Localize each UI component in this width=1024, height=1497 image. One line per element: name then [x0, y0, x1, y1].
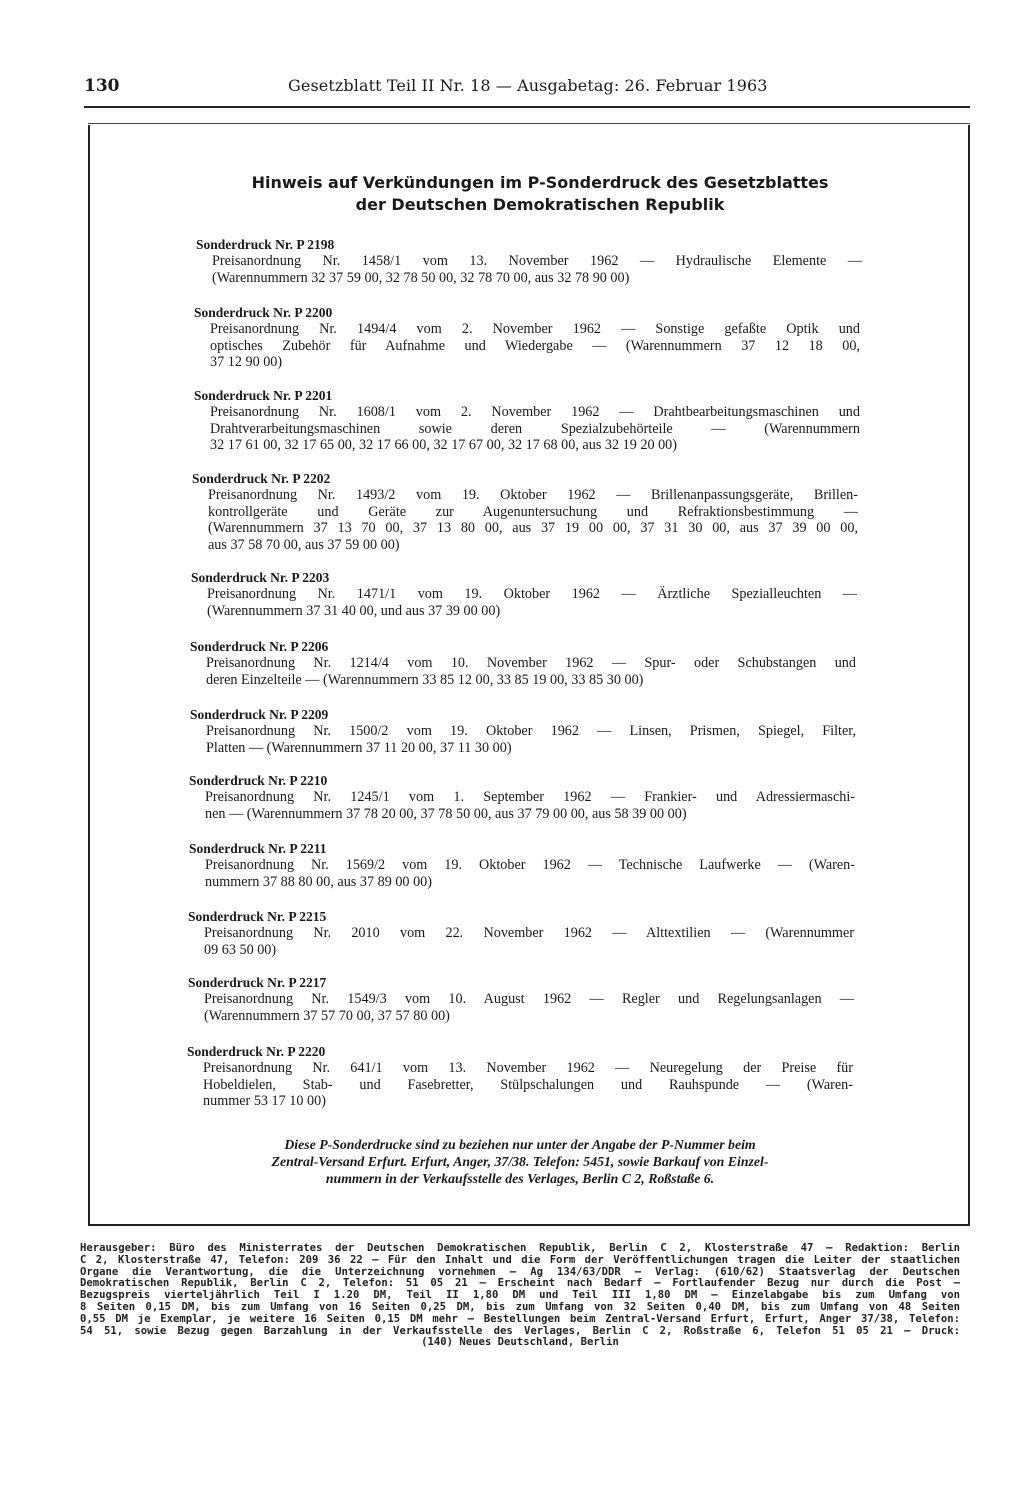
sonderdruck-entry	[187, 1043, 887, 1110]
entry-text-line: (Warennummern 37 31 40 00, und aus 37 39 00 00)	[207, 602, 501, 619]
entry-heading: Sonderdruck Nr. P 2203	[191, 570, 330, 585]
entry-text	[212, 253, 862, 286]
entry-heading: Sonderdruck Nr. P 2215	[188, 909, 327, 924]
page-number: 130	[84, 76, 120, 96]
entry-text-line: deren Einzelteile — (Warennummern 33 85 12 00, 33 85 19 00, 33 85 30 00)	[206, 671, 644, 688]
entry-heading: Sonderdruck Nr. P 2211	[189, 841, 327, 856]
entry-text	[206, 655, 856, 688]
entry-text	[206, 723, 856, 756]
entry-text-line: (Warennummern 32 37 59 00, 32 78 50 00, 32 78 70 00, aus 32 78 90 00)	[212, 269, 630, 286]
footer-line: (140) Neues Deutschland, Berlin	[421, 1337, 619, 1349]
entry-text	[207, 586, 857, 619]
entry-text	[204, 991, 854, 1024]
entry-text-line: Preisanordnung Nr. 1493/2 vom 19. Oktober 1962 — Brillenanpassungsgeräte, Brillen-	[208, 487, 858, 503]
entry-text	[210, 321, 860, 371]
entry-heading: Sonderdruck Nr. P 2202	[192, 471, 331, 486]
notice-line-1: Diese P-Sonderdrucke sind zu beziehen nur unter der Angabe der P-Nummer beim	[284, 1137, 756, 1152]
title-line-2: der Deutschen Demokratischen Republik	[355, 195, 725, 214]
sonderdruck-entry	[190, 706, 890, 756]
sonderdruck-entry	[196, 236, 896, 286]
footer-line: Bezugspreis vierteljährlich Teil I 1.20 DM, Teil II 1,80 DM und Teil III 1,80 DM — Einzelabgabe bis zum Umfang von	[80, 1290, 960, 1302]
entry-text-line: Platten — (Warennummern 37 11 20 00, 37 11 30 00)	[206, 739, 512, 756]
entry-text-line: Drahtverarbeitungsmaschinen sowie deren Spezialzubehörteile — (Warennummern	[210, 420, 860, 437]
sonderdruck-entry	[194, 387, 894, 454]
entry-text-line: Preisanordnung Nr. 1214/4 vom 10. November 1962 — Spur- oder Schubstangen und	[206, 655, 856, 671]
entry-text	[205, 857, 855, 890]
sonderdruck-entry	[191, 569, 891, 619]
notice-line-3: nummern in der Verkaufsstelle des Verlages, Berlin C 2, Roßstaße 6.	[325, 1171, 715, 1186]
entry-heading: Sonderdruck Nr. P 2217	[188, 975, 327, 990]
entry-text-line: (Warennummern 37 57 70 00, 37 57 80 00)	[204, 1007, 450, 1024]
footer-line: C 2, Klosterstraße 47, Telefon: 209 36 22 — Für den Inhalt und die Form der Veröffentlichungen tragen die Leiter der staatlichen	[80, 1254, 960, 1266]
page-header	[84, 76, 970, 108]
entry-text-line: Preisanordnung Nr. 1471/1 vom 19. Oktober 1962 — Ärztliche Spezialleuchten —	[207, 586, 857, 602]
sonderdruck-entry	[190, 638, 890, 688]
header-title: Gesetzblatt Teil II Nr. 18 — Ausgabetag: 26. Februar 1963	[288, 76, 768, 95]
title-line-1: Hinweis auf Verkündungen im P-Sonderdruck des Gesetzblattes	[251, 173, 829, 192]
entry-text	[203, 1060, 853, 1110]
notice-title	[200, 172, 880, 216]
frame-top-rule	[88, 123, 970, 124]
entry-heading: Sonderdruck Nr. P 2220	[187, 1044, 326, 1059]
sonderdruck-entry	[188, 908, 888, 958]
entry-text-line: Preisanordnung Nr. 1569/2 vom 19. Oktober 1962 — Technische Laufwerke — (Waren-	[205, 857, 855, 873]
entry-text	[210, 404, 860, 454]
footer-line: Herausgeber: Büro des Ministerrates der Deutschen Demokratischen Republik, Berlin C 2, Klosterstraße 47 — Redaktion: Berlin	[80, 1243, 960, 1254]
entry-text-line: 32 17 61 00, 32 17 65 00, 32 17 66 00, 32 17 67 00, 32 17 68 00, aus 32 19 20 00)	[210, 437, 677, 453]
notice-line-2: Zentral-Versand Erfurt. Erfurt, Anger, 37/38. Telefon: 5451, sowie Barkauf von Einzel-	[271, 1154, 769, 1169]
entry-text-line: Preisanordnung Nr. 2010 vom 22. November 1962 — Alttextilien — (Warennummer	[204, 925, 854, 941]
entry-text-line: Preisanordnung Nr. 1500/2 vom 19. Oktober 1962 — Linsen, Prismen, Spiegel, Filter,	[206, 723, 856, 739]
sonderdruck-entry	[194, 304, 894, 371]
entry-text-line: Hobeldielen, Stab- und Fasebretter, Stülpschalungen und Rauhspunde — (Waren-	[203, 1076, 853, 1093]
entry-text-line: kontrollgeräte und Geräte zur Augenuntersuchung und Refraktionsbestimmung —	[208, 503, 858, 520]
entry-heading: Sonderdruck Nr. P 2206	[190, 639, 329, 654]
entry-text-line: Preisanordnung Nr. 1458/1 vom 13. November 1962 — Hydraulische Elemente —	[212, 253, 862, 269]
sonderdruck-entry	[188, 974, 888, 1024]
entry-heading: Sonderdruck Nr. P 2200	[194, 305, 333, 320]
entry-text-line: Preisanordnung Nr. 1608/1 vom 2. November 1962 — Drahtbearbeitungsmaschinen und	[210, 404, 860, 420]
entry-text-line: Preisanordnung Nr. 641/1 vom 13. November 1962 — Neuregelung der Preise für	[203, 1060, 853, 1076]
entry-text	[204, 925, 854, 958]
entry-text-line: (Warennummern 37 13 70 00, 37 13 80 00, aus 37 19 00 00, 37 31 30 00, aus 37 39 00 00,	[208, 520, 858, 536]
sonderdruck-entry	[189, 772, 889, 822]
entry-text	[208, 487, 858, 553]
footer-line: 0,55 DM je Exemplar, je weitere 16 Seiten 0,15 DM mehr — Bestellungen beim Zentral-Versand Erfurt, Erfurt, Anger 37/38, Telefon:	[80, 1313, 960, 1325]
entry-text-line: Preisanordnung Nr. 1245/1 vom 1. September 1962 — Frankier- und Adressiermaschi-	[205, 789, 855, 805]
sonderdruck-entry	[192, 470, 892, 553]
footer-line: 8 Seiten 0,15 DM, bis zum Umfang von 16 Seiten 0,25 DM, bis zum Umfang von 32 Seiten 0,40 DM, bis zum Umfang von 48 Seiten	[80, 1301, 960, 1313]
entry-text-line: aus 37 58 70 00, aus 37 59 00 00)	[208, 536, 400, 553]
entry-text-line: Preisanordnung Nr. 1549/3 vom 10. August 1962 — Regler und Regelungsanlagen —	[204, 991, 854, 1007]
entry-text-line: nummer 53 17 10 00)	[203, 1093, 326, 1109]
footer-line: Organe die Verantwortung, die die Unterzeichnung vornehmen — Ag 134/63/DDR — Verlag: (610/62) Staatsverlag der Deutschen	[80, 1266, 960, 1278]
sonderdruck-entry	[189, 840, 889, 890]
entry-text-line: nummern 37 88 80 00, aus 37 89 00 00)	[205, 873, 432, 890]
entry-text-line: 09 63 50 00)	[204, 941, 277, 958]
entry-text-line: nen — (Warennummern 37 78 20 00, 37 78 50 00, aus 37 79 00 00, aus 58 39 00 00)	[205, 805, 687, 822]
entry-heading: Sonderdruck Nr. P 2201	[194, 388, 333, 403]
entry-heading: Sonderdruck Nr. P 2210	[189, 773, 328, 788]
entry-heading: Sonderdruck Nr. P 2209	[190, 707, 329, 722]
entry-text-line: optisches Zubehör für Aufnahme und Wiedergabe — (Warennummern 37 12 18 00,	[210, 337, 860, 354]
entry-text-line: Preisanordnung Nr. 1494/4 vom 2. November 1962 — Sonstige gefaßte Optik und	[210, 321, 860, 337]
footer-line: 54 51, sowie Bezug gegen Barzahlung in der Verkaufsstelle des Verlages, Berlin C 2, Roßstraße 6, Telefon 51 05 21 — Druck:	[80, 1325, 960, 1337]
publisher-footer	[80, 1243, 960, 1349]
entry-text	[205, 789, 855, 822]
entry-heading: Sonderdruck Nr. P 2198	[196, 237, 335, 252]
ordering-notice	[184, 1136, 856, 1187]
entry-text-line: 37 12 90 00)	[210, 354, 283, 370]
footer-line: Demokratischen Republik, Berlin C 2, Telefon: 51 05 21 — Erscheint nach Bedarf — Fortlaufender Bezug nur durch die Post —	[80, 1278, 960, 1290]
